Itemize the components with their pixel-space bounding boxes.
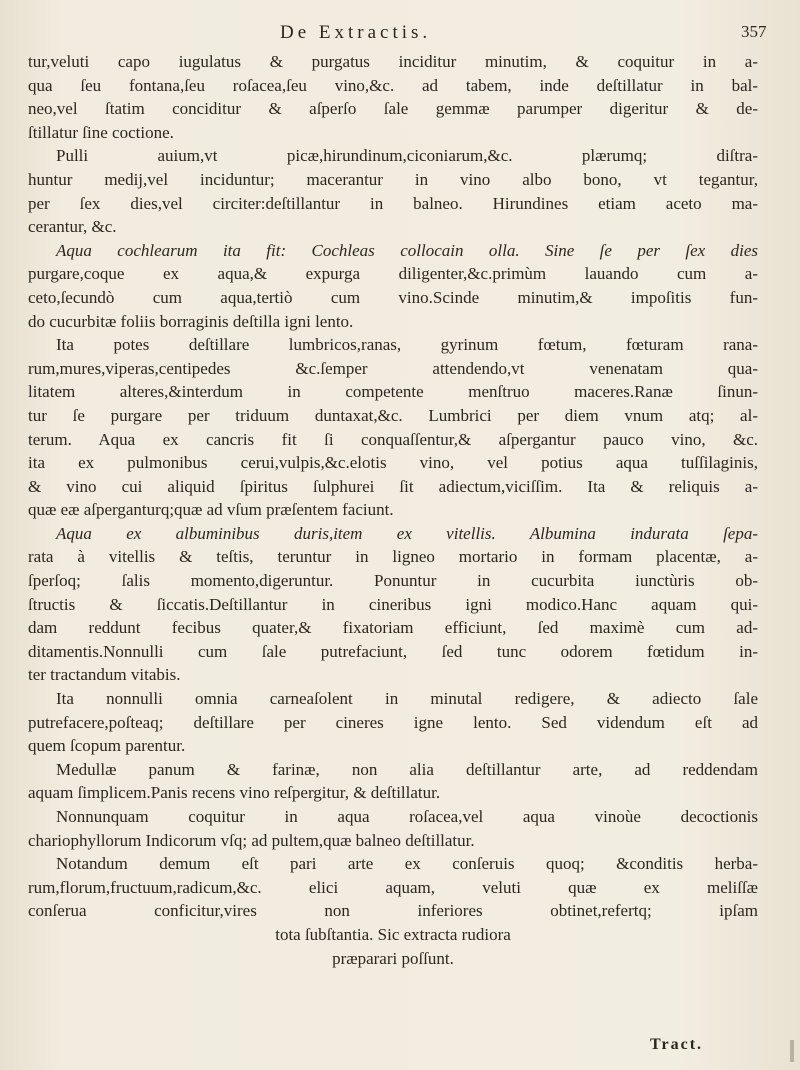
section-heading-line: Aqua ex albuminibus duris,item ex vitellis. Albumina indurata ſepa- <box>56 523 758 543</box>
running-title: De Extractis. <box>280 22 432 43</box>
text-line: ceto,ſecundò cum aqua,tertiò cum vino.Scinde minutim,& impoſitis fun- <box>28 287 758 307</box>
text-line: ter tractandum vitabis. <box>28 665 181 685</box>
text-line: tur ſe purgare per triduum duntaxat,&c. Lumbrici per diem vnum atq; al- <box>28 405 758 425</box>
text-line: quem ſcopum parentur. <box>28 736 186 756</box>
text-line: ſperſoq; ſalis momento,digeruntur. Ponuntur in cucurbita iunctùris ob- <box>28 571 758 591</box>
text-line: purgare,coque ex aqua,& expurga diligenter,&c.primùm lauando cum a- <box>28 264 758 284</box>
text-line: dam reddunt fecibus quater,& fixatoriam efficiunt, ſed maximè cum ad- <box>28 618 758 638</box>
text-line: huntur medij,vel inciduntur; macerantur in vino albo bono, vt tegantur, <box>28 169 758 189</box>
text-line: cerantur, &c. <box>28 217 117 237</box>
text-line: ita ex pulmonibus cerui,vulpis,&c.elotis vino, vel potius aqua tuſſilaginis, <box>28 453 758 473</box>
page-number: 357 <box>741 22 767 41</box>
text-line: Ita nonnulli omnia carneaſolent in minutal redigere, & adiecto ſale <box>56 689 758 709</box>
body-text <box>28 50 758 970</box>
text-line: terum. Aqua ex cancris fit ſi conquaſſentur,& aſpergantur pauco vino, &c. <box>28 429 758 449</box>
text-line: rum,florum,fructuum,radicum,&c. elici aquam, veluti quæ ex meliſſæ <box>28 877 758 897</box>
text-line: ſtructis & ſiccatis.Deſtillantur in cineribus igni modico.Hanc aquam qui- <box>28 594 758 614</box>
catchword: Tract. <box>650 1036 704 1053</box>
section-heading-line: Aqua cochlearum ita fit: Cochleas collocain olla. Sine ſe per ſex dies <box>56 240 758 260</box>
text-line: tur,veluti capo iugulatus & purgatus inciditur minutim, & coquitur in a- <box>28 52 758 71</box>
text-line: Notandum demum eſt pari arte ex conſeruis quoq; &conditis herba- <box>56 854 758 874</box>
text-line: Pulli auium,vt picæ,hirundinum,ciconiarum,&c. plærumq; diſtra- <box>56 146 758 166</box>
text-line: Ita potes deſtillare lumbricos,ranas, gyrinum fœtum, fœturam rana- <box>56 335 758 355</box>
text-line: chariophyllorum Indicorum vſq; ad pultem,quæ balneo deſtillatur. <box>28 830 475 850</box>
text-line: qua ſeu fontana,ſeu roſacea,ſeu vino,&c. ad tabem, inde deſtillatur in bal- <box>28 75 758 95</box>
page-edge-mark <box>790 1040 794 1062</box>
text-line: ditamentis.Nonnulli cum ſale putrefaciunt, ſed tunc odorem fœtidum in- <box>28 641 758 661</box>
text-line: rata à vitellis & teſtis, teruntur in ligneo mortario in formam placentæ, a- <box>28 547 758 567</box>
text-line: putrefacere,poſteaq; deſtillare per cineres igne lento. Sed videndum eſt ad <box>28 712 758 732</box>
text-line: neo,vel ſtatim conciditur & aſperſo ſale gemmæ parumper digeritur & de- <box>28 99 758 119</box>
text-line: rum,mures,viperas,centipedes &c.ſemper attendendo,vt venenatam qua- <box>28 358 758 378</box>
text-line: Medullæ panum & farinæ, non alia deſtillantur arte, ad reddendam <box>56 759 758 779</box>
text-line: & vino cui aliquid ſpiritus ſulphurei ſit adiectum,viciſſim. Ita & reliquis a- <box>28 476 758 496</box>
text-line: quæ eæ aſperganturq;quæ ad vſum præſentem faciunt. <box>28 500 394 520</box>
running-head <box>0 22 800 52</box>
text-line: litatem alteres,&interdum in competente menſtruo maceres.Ranæ ſinun- <box>28 382 758 402</box>
text-line: ſtillatur ſine coctione. <box>28 122 174 142</box>
text-line: præparari poſſunt. <box>332 948 454 968</box>
text-line: do cucurbitæ foliis borraginis deſtilla igni lento. <box>28 311 354 331</box>
text-line: per ſex dies,vel circiter:deſtillantur in balneo. Hirundines etiam aceto ma- <box>28 193 758 213</box>
text-line: conſerua conficitur,vires non inferiores obtinet,refertq; ipſam <box>28 901 758 921</box>
text-line: aquam ſimplicem.Panis recens vino reſpergitur, & deſtillatur. <box>28 783 441 803</box>
text-line: Nonnunquam coquitur in aqua roſacea,vel aqua vinoùe decoctionis <box>56 807 758 826</box>
text-line: tota ſubſtantia. Sic extracta rudiora <box>275 924 511 944</box>
